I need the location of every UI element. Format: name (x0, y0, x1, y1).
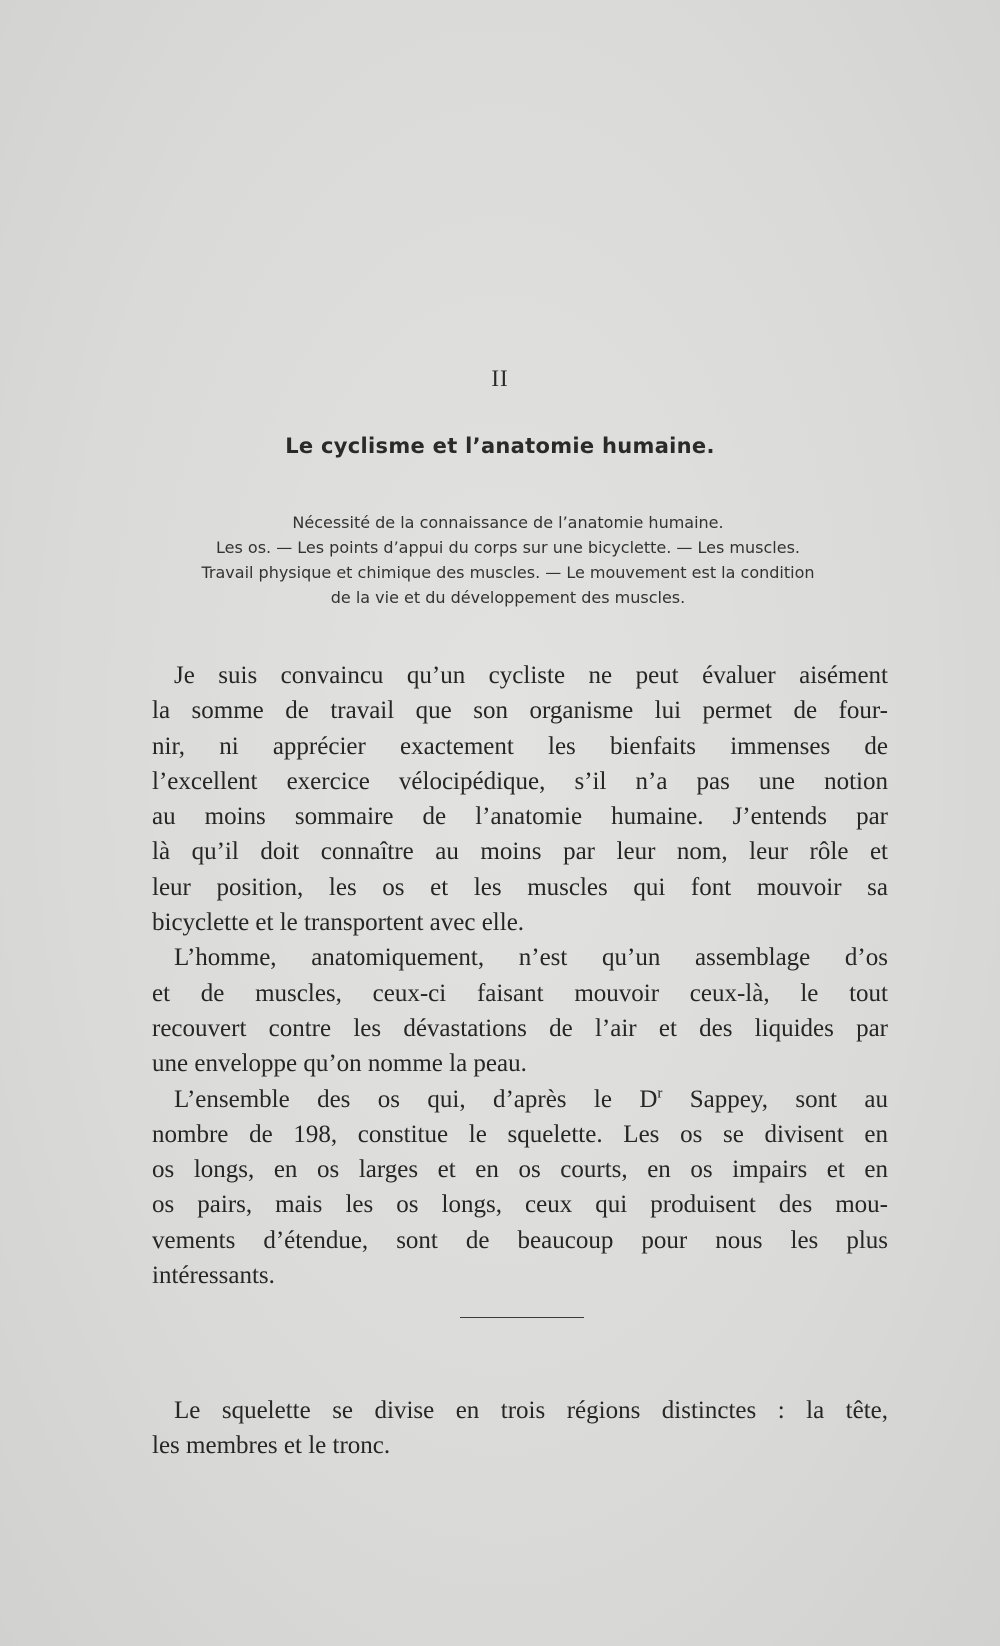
chapter-number: II (491, 366, 509, 391)
text-fragment: Sappey, sont au (662, 1085, 888, 1113)
text-line: nir, ni apprécier exactement les bienfaits immenses de (152, 732, 888, 760)
text-line: les membres et le tronc. (152, 1432, 391, 1460)
text-line: l’excellent exercice vélocipédique, s’il n’a pas une notion (152, 767, 888, 795)
section-divider (460, 1317, 584, 1318)
summary-line: Nécessité de la connaissance de l’anatomie humaine. (292, 513, 724, 532)
text-line: Je suis convaincu qu’un cycliste ne peut évaluer aisément (174, 662, 888, 689)
text-line: une enveloppe qu’on nomme la peau. (152, 1050, 527, 1078)
text-line: bicyclette et le transportent avec elle. (152, 909, 525, 937)
summary-line: Travail physique et chimique des muscles. — Le mouvement est la condition (201, 563, 815, 582)
text-line: au moins sommaire de l’anatomie humaine. J’entends par (152, 803, 888, 831)
summary-line: de la vie et du développement des muscles. (330, 588, 686, 607)
text-line: et de muscles, ceux-ci faisant mouvoir ceux-là, le tout (152, 979, 888, 1007)
text-line: intéressants. (152, 1262, 275, 1290)
text-fragment: L’ensemble des os qui, d’après le D (174, 1085, 658, 1113)
text-line: os longs, en os larges et en os courts, en os impairs et en (152, 1156, 888, 1184)
text-line: L’homme, anatomiquement, n’est qu’un assemblage d’os (174, 944, 888, 972)
text-line: leur position, les os et les muscles qui font mouvoir sa (152, 873, 888, 901)
text-line: recouvert contre les dévastations de l’air et des liquides par (152, 1014, 888, 1042)
text-line: la somme de travail que son organisme lui permet de four- (152, 697, 888, 725)
text-line: nombre de 198, constitue le squelette. Les os se divisent en (152, 1120, 888, 1148)
main-body-text (152, 658, 888, 1293)
closing-text (152, 1393, 888, 1464)
text-line (152, 1082, 888, 1117)
summary-line: Les os. — Les points d’appui du corps sur une bicyclette. — Les muscles. (216, 538, 800, 557)
text-line: os pairs, mais les os longs, ceux qui produisent des mou- (152, 1191, 888, 1219)
text-line: vements d’étendue, sont de beaucoup pour nous les plus (152, 1226, 888, 1254)
chapter-summary (150, 510, 866, 610)
text-line: Le squelette se divise en trois régions distinctes : la tête, (174, 1397, 888, 1424)
superscript: r (657, 1085, 663, 1102)
text-line: là qu’il doit connaître au moins par leur nom, leur rôle et (152, 838, 888, 866)
chapter-title: Le cyclisme et l’anatomie humaine. (285, 434, 715, 458)
